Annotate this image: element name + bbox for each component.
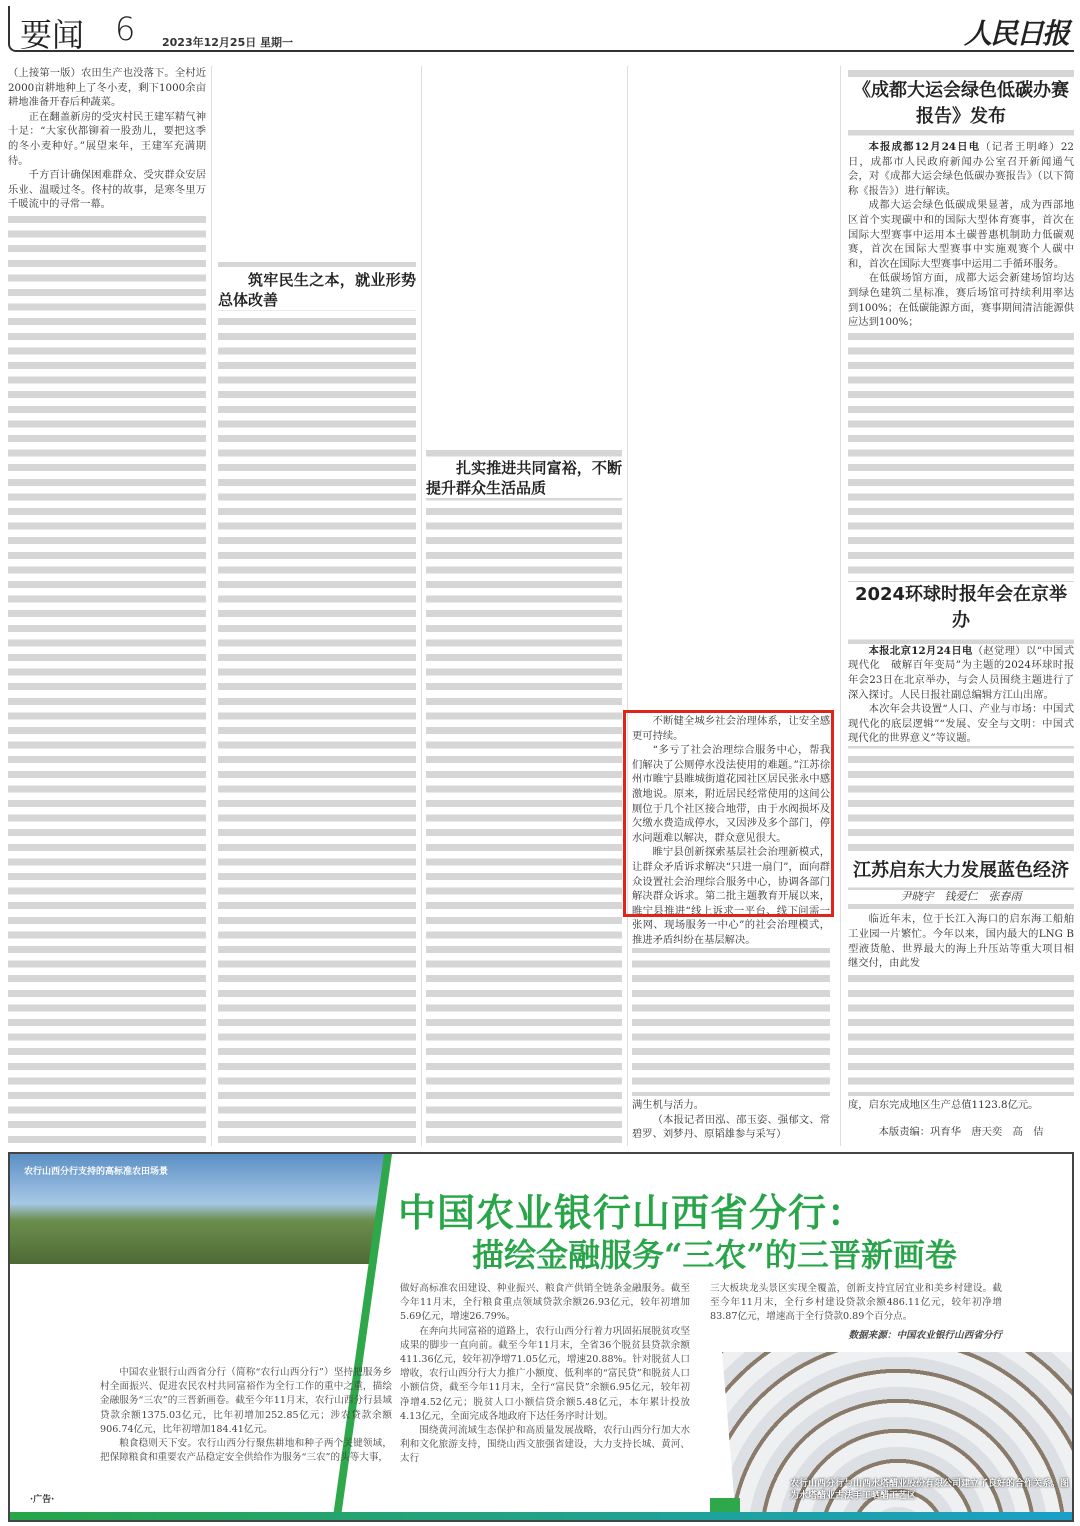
- data-source: 数据来源：中国农业银行山西省分行: [848, 1329, 1002, 1341]
- subheading: 筑牢民生之本，就业形势总体改善: [218, 271, 416, 309]
- byline: 尹晓宇 钱爱仁 张春雨: [848, 890, 1074, 905]
- paragraph: （记者王明峰）22日，成都市人民政府新闻办公室召开新闻通气会，对《成都大运会绿色低碳办赛报告》（以下简称《报告》）进行解读。: [848, 141, 1074, 197]
- issue-date: 2023年12月25日 星期一: [162, 36, 294, 49]
- column-3: [426, 66, 622, 1146]
- green-accent: [710, 1498, 740, 1512]
- paragraph: （赵觉理）以“中国式现代化 破解百年变局”为主题的2024环球时报年会23日在北京举办，与会人员围绕主题进行了深入探讨。人民日报社副总编辑方江山出席。: [848, 644, 1074, 701]
- paragraph: 临近年末，位于长江入海口的启东海工船舶工业园一片繁忙。今年以来，国内最大的LNG B型液货舱、世界最大的海上升压站等重大项目相继交付，由此发: [848, 913, 1074, 970]
- paragraph: 满生机与活力。: [632, 1099, 705, 1111]
- paragraph: 在低碳场馆方面，成都大运会新建场馆均达到绿色建筑二星标准，赛后场馆可持续利用率达到100%；在低碳能源方面，赛事期间清洁能源供应达到100%；: [848, 272, 1074, 329]
- column-divider: [840, 66, 841, 1146]
- masthead-logo: 人民日报: [963, 17, 1068, 50]
- column-divider: [627, 66, 628, 1146]
- paragraph: 不断健全城乡社会治理体系，让安全感更可持续。: [632, 715, 830, 742]
- paragraph: 成都大运会绿色低碳成果显著，成为西部地区首个实现碳中和的国际大型体育赛事，首次在国际大型赛事中运用本土碳普惠机制助力低碳观赛，首次在国际大型赛事中实施观赛个人碳中和，首次在国际大型赛事中运用二手循环服务。: [848, 199, 1074, 270]
- section-name: 要闻: [20, 16, 85, 54]
- paragraph: 本次年会共设置“人口、产业与市场：中国式现代化的底层逻辑”“发展、安全与文明：中国式现代化的世界意义”等议题。: [848, 703, 1074, 745]
- paragraph: （上接第一版）农田生产也没落下。全村近2000亩耕地种上了冬小麦，剩下1000余亩耕地准备开春后种蔬菜。: [8, 67, 206, 109]
- column-1: [8, 66, 206, 1146]
- column-4: [632, 66, 830, 1096]
- column-divider: [211, 66, 212, 1146]
- reporter-credit: （本报记者田泓、邵玉姿、强郁文、常碧罗、刘梦丹、原韬雄参与采写）: [632, 1113, 830, 1141]
- photo-caption: 农行山西分行支持的高标准农田场景: [24, 1167, 169, 1177]
- ad-tag: ·广告·: [30, 1495, 55, 1505]
- paragraph: 粮食稳则天下安。农行山西分行聚焦耕地和种子两个关键领域，把保障粮食和重要农产品稳定安全供给作为服务“三农”的头等大事，: [100, 1438, 392, 1464]
- column-4-ending: [632, 1098, 830, 1142]
- column-5-ending: [848, 1098, 1074, 1139]
- paragraph: 中国农业银行山西省分行（简称“农行山西分行”）坚持把服务乡村全面振兴、促进农民农村共同富裕作为全行工作的重中之重，描绘金融服务“三农”的三晋新画卷。截至今年11月末，农行山西分行县域贷款余额1375.03亿元，比年初增加252.85亿元；涉农贷款余额906.74亿元，比年初增加184.41亿元。: [100, 1367, 392, 1435]
- paragraph: 做好高标准农田建设、种业振兴、粮食产供销全链条金融服务。截至今年11月末，全行粮食重点领域贷款余额26.93亿元，较年初增加5.69亿元，增速26.79%。: [400, 1283, 690, 1323]
- page-number: 6: [115, 10, 136, 48]
- ad-title: 中国农业银行山西省分行：: [398, 1191, 867, 1235]
- ad-text-right: [710, 1282, 1002, 1343]
- column-2: [218, 66, 416, 1146]
- advertisement: [8, 1152, 1074, 1522]
- dateline: 本报北京12月24日电: [868, 644, 973, 657]
- paragraph: 千方百计确保困难群众、受灾群众安居乐业、温暖过冬。佟村的故事，是寒冬里万千暖流中的寻常一幕。: [8, 169, 206, 211]
- paragraph: “多亏了社会治理综合服务中心，帮我们解决了公厕停水没法使用的难题。”江苏徐州市睢宁县睢城街道花园社区居民张永中感激地说。原来，附近居民经常使用的这间公厕位于几个社区接合地带，由于水阀损坏及欠缴水费造成停水，又因涉及多个部门，停水问题难以解决，群众意见很大。: [632, 744, 830, 844]
- paragraph: 度，启东完成地区生产总值1123.8亿元。: [848, 1099, 1039, 1111]
- paragraph: 睢宁县创新探索基层社会治理新模式，让群众矛盾诉求解决“只进一扇门”，面向群众设置社会治理综合服务中心，协调各部门解决群众诉求。第二批主题教育开展以来，睢宁县推进“线上诉求一平台、线下问需一张网、现场服务一中心”的社会治理模式，推进矛盾纠纷在基层解决。: [632, 846, 830, 946]
- ad-text-middle: [400, 1282, 690, 1467]
- column-5: [848, 66, 1074, 1096]
- paragraph: 围绕黄河流域生态保护和高质量发展战略，农行山西分行加大水利和文化旅游支持，围绕山西文旅强省建设，大力支持长城、黄河、太行: [400, 1425, 690, 1465]
- article-title: 江苏启东大力发展蓝色经济: [848, 858, 1074, 884]
- bottom-bar: [10, 1512, 1072, 1520]
- ad-subtitle: 描绘金融服务“三农”的三晋新画卷: [472, 1236, 957, 1274]
- dateline: 本报成都12月24日电: [868, 141, 981, 153]
- column-divider: [421, 66, 422, 1146]
- article-title: 2024环球时报年会在京举办: [848, 582, 1074, 634]
- page-header: [8, 6, 1074, 52]
- paragraph: 在奔向共同富裕的道路上，农行山西分行着力巩固拓展脱贫攻坚成果的脚步一直向前。截至今年11月末，全省36个脱贫县贷款余额411.36亿元，较年初净增71.05亿元，增速20.88%。针对脱贫人口增收，农行山西分行大力推广小额度、低利率的“富民贷”和脱贫人口小额信贷，截至今年11月末，全行“富民贷”余额6.95亿元，较年初净增4.52亿元；脱贫人口小额信贷余额5.48亿元，本年累计投放4.13亿元，全面完成各地政府下达任务序时计划。: [400, 1325, 690, 1422]
- paragraph: 正在翻盖新房的受灾村民王建军精气神十足：“大家伙都铆着一股劲儿，要把这季的冬小麦种好。”展望来年，王建军充满期待。: [8, 110, 206, 167]
- ad-text-left: [100, 1366, 392, 1465]
- subheading: 扎实推进共同富裕，不断提升群众生活品质: [426, 459, 622, 497]
- highlight-box: [623, 710, 834, 917]
- photo-caption: 农行山西分行与山西水塔醋业股份有限公司建立了良好的合作关系。图为水塔醋业古法手工晒醋工艺区: [790, 1479, 1070, 1501]
- page-editors: 本版责编：巩育华 唐天奕 高 佶: [878, 1125, 1044, 1138]
- paragraph: 三大板块龙头景区实现全覆盖，创新支持宜居宜业和美乡村建设。截至今年11月末，全行乡村建设贷款余额486.11亿元，较年初净增83.87亿元，增速高于全行贷款0.89个百分点。: [710, 1283, 1002, 1323]
- article-title: 《成都大运会绿色低碳办赛报告》发布: [848, 78, 1074, 130]
